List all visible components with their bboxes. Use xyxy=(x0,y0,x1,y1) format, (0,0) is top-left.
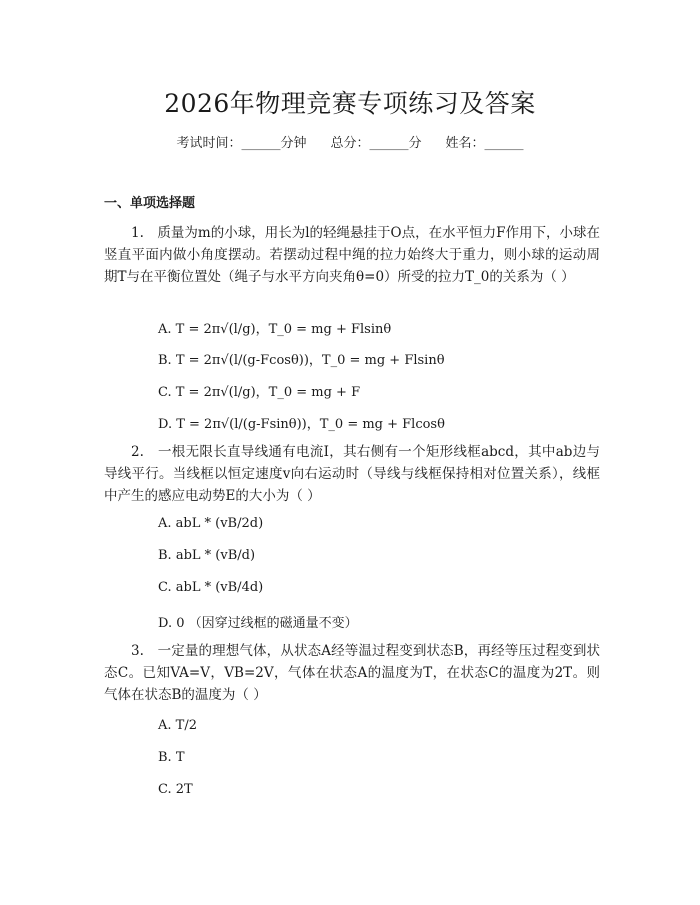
question-1-option-b: B. T = 2π√(l/(g-Fcosθ))，T_0 = mg + Flsinθ xyxy=(158,353,445,368)
question-3-option-b: B. T xyxy=(158,750,185,765)
section-heading: 一、单项选择题 xyxy=(104,196,196,211)
student-name-field: 姓名：______ xyxy=(445,136,524,151)
total-score-field: 总分：______分 xyxy=(330,136,422,151)
question-3-text: 3. 一定量的理想气体，从状态A经等温过程变到状态B，再经等压过程变到状态C。已知VA=V，VB=2V，气体在状态A的温度为T，在状态C的温度为2T。则气体在状态B的温度为（ ） xyxy=(104,643,600,703)
question-2-option-b: B. abL * (vB/d) xyxy=(158,548,256,563)
question-1-option-d: D. T = 2π√(l/(g-Fsinθ))，T_0 = mg + Flcosθ xyxy=(158,417,445,432)
question-1-text: 1. 质量为m的小球，用长为l的轻绳悬挂于O点，在水平恒力F作用下，小球在竖直平面内做小角度摆动。若摆动过程中绳的拉力始终大于重力，则小球的运动周期T与在平衡位置处（绳子与水平方向夹角θ=0）所受的拉力T_0的关系为（ ） xyxy=(104,225,600,285)
question-2-option-a: A. abL * (vB/2d) xyxy=(158,516,264,531)
exam-info-line xyxy=(0,132,700,151)
question-2-option-c: C. abL * (vB/4d) xyxy=(158,580,264,595)
question-3-option-a: A. T/2 xyxy=(158,718,197,733)
question-2-text: 2. 一根无限长直导线通有电流I，其右侧有一个矩形线框abcd，其中ab边与导线平行。当线框以恒定速度v向右运动时（导线与线框保持相对位置关系），线框中产生的感应电动势E的大小为（ ） xyxy=(104,444,600,504)
question-1-option-a: A. T = 2π√(l/g)，T_0 = mg + Flsinθ xyxy=(158,322,392,337)
question-3-option-c: C. 2T xyxy=(158,782,193,797)
question-2-option-d: D. 0 （因穿过线框的磁通量不变） xyxy=(158,616,358,631)
exam-time-field: 考试时间：______分钟 xyxy=(176,136,307,151)
question-1-option-c: C. T = 2π√(l/g)，T_0 = mg + F xyxy=(158,385,361,400)
page-title: 2026年物理竞赛专项练习及答案 xyxy=(164,89,536,118)
